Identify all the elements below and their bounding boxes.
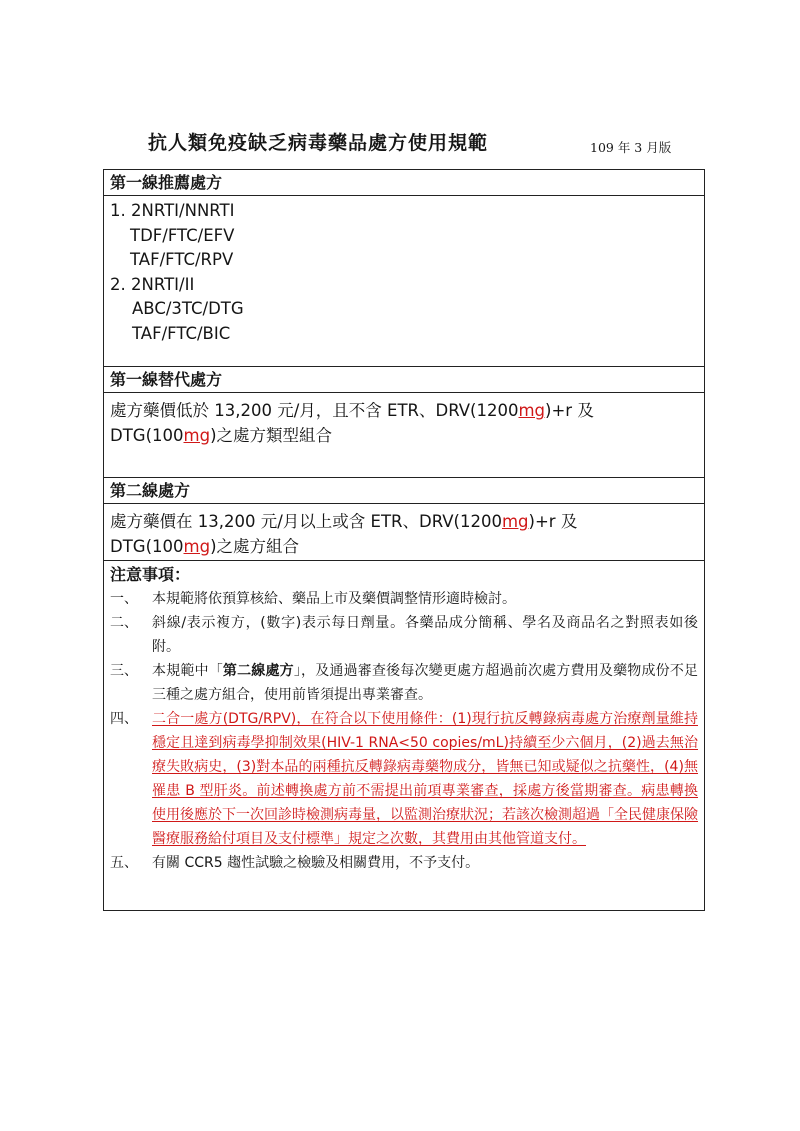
note-text [152, 659, 698, 707]
section2-heading: 第一線替代處方 [104, 367, 704, 393]
unit-annotation: mg [501, 512, 529, 531]
section3-body [104, 504, 704, 561]
note-text: 有關 CCR5 趨性試驗之檢驗及相關費用，不予支付。 [152, 855, 480, 871]
section2-text: DTG(100 [110, 425, 184, 445]
group1-item: TAF/FTC/RPV [130, 250, 234, 269]
note-text: 斜線/表示複方，(數字)表示每日劑量。各藥品成分簡稱、學名及商品名之對照表如後附。 [152, 615, 698, 655]
document-title: 抗人類免疫缺乏病毒藥品處方使用規範 [148, 132, 489, 154]
section2-body [104, 393, 704, 478]
section3-text: 處方藥價在 13,200 元/月以上或含 ETR、DRV(1200 [110, 512, 502, 531]
note-text: 本規範將依預算核給、藥品上市及藥價調整情形適時檢討。 [152, 591, 516, 607]
group2-title: 2. 2NRTI/II [110, 274, 195, 294]
unit-annotation: mg [183, 425, 211, 445]
note-item [110, 851, 698, 875]
unit-annotation: mg [518, 401, 546, 420]
section1-heading: 第一線推薦處方 [104, 170, 704, 196]
note-item [110, 707, 698, 851]
note-item [110, 611, 698, 659]
group2-item: ABC/3TC/DTG [132, 299, 244, 318]
section3-text: )之處方組合 [210, 536, 299, 556]
group1-title: 1. 2NRTI/NNRTI [110, 201, 235, 220]
notes-heading: 注意事項： [110, 565, 191, 584]
note-text-bold: 第二線處方 [222, 663, 294, 679]
note-item [110, 659, 698, 707]
note-text-highlighted: 二合一處方(DTG/RPV)，在符合以下使用條件：(1)現行抗反轉錄病毒處方治療劑量維持穩定且達到病毒學抑制效果(HIV-1 RNA<50 copies/mL)持續至少六個月，(2)過去無治療失敗病史，(3)對本品的兩種抗反轉錄病毒藥物成分，皆無已知或疑似之抗藥性，(4)無罹患 B 型肝炎。前述轉換處方前不需提出前項專業審查，採處方後當期審查。病患轉換使用後應於下一次回診時檢測病毒量，以監測治療狀況；若該次檢測超過「全民健康保險醫療服務給付項目及支付標準」規定之次數，其費用由其他管道支付。 [152, 711, 698, 847]
section2-text: 處方藥價低於 13,200 元/月，且不含 ETR、DRV(1200 [110, 401, 519, 420]
section3-text: )+r 及 [528, 512, 578, 531]
section2-text: )之處方類型組合 [210, 425, 332, 445]
note-text-part: 本規範中「 [152, 663, 223, 679]
regulation-table [103, 169, 705, 911]
group2-item: TAF/FTC/BIC [132, 323, 231, 343]
note-number: 四、 [110, 711, 138, 727]
unit-annotation: mg [183, 536, 211, 556]
note-number: 一、 [110, 591, 138, 607]
version-label: 109 年 3 月版 [590, 140, 672, 155]
note-number: 三、 [110, 663, 138, 679]
note-number: 五、 [110, 855, 138, 871]
section3-heading: 第二線處方 [104, 478, 704, 504]
notes-section [104, 561, 704, 910]
section2-text: )+r 及 [545, 401, 594, 420]
section1-body [104, 196, 704, 367]
section3-text: DTG(100 [110, 536, 184, 556]
note-number: 二、 [110, 615, 138, 631]
group1-item: TDF/FTC/EFV [130, 225, 235, 245]
note-item [110, 587, 698, 611]
note-text-part: 」，及通過審查後每次變更處方超過前次處方費用及藥物成份不足三種之處方組合，使用前皆須提出專業審查。 [152, 663, 698, 703]
